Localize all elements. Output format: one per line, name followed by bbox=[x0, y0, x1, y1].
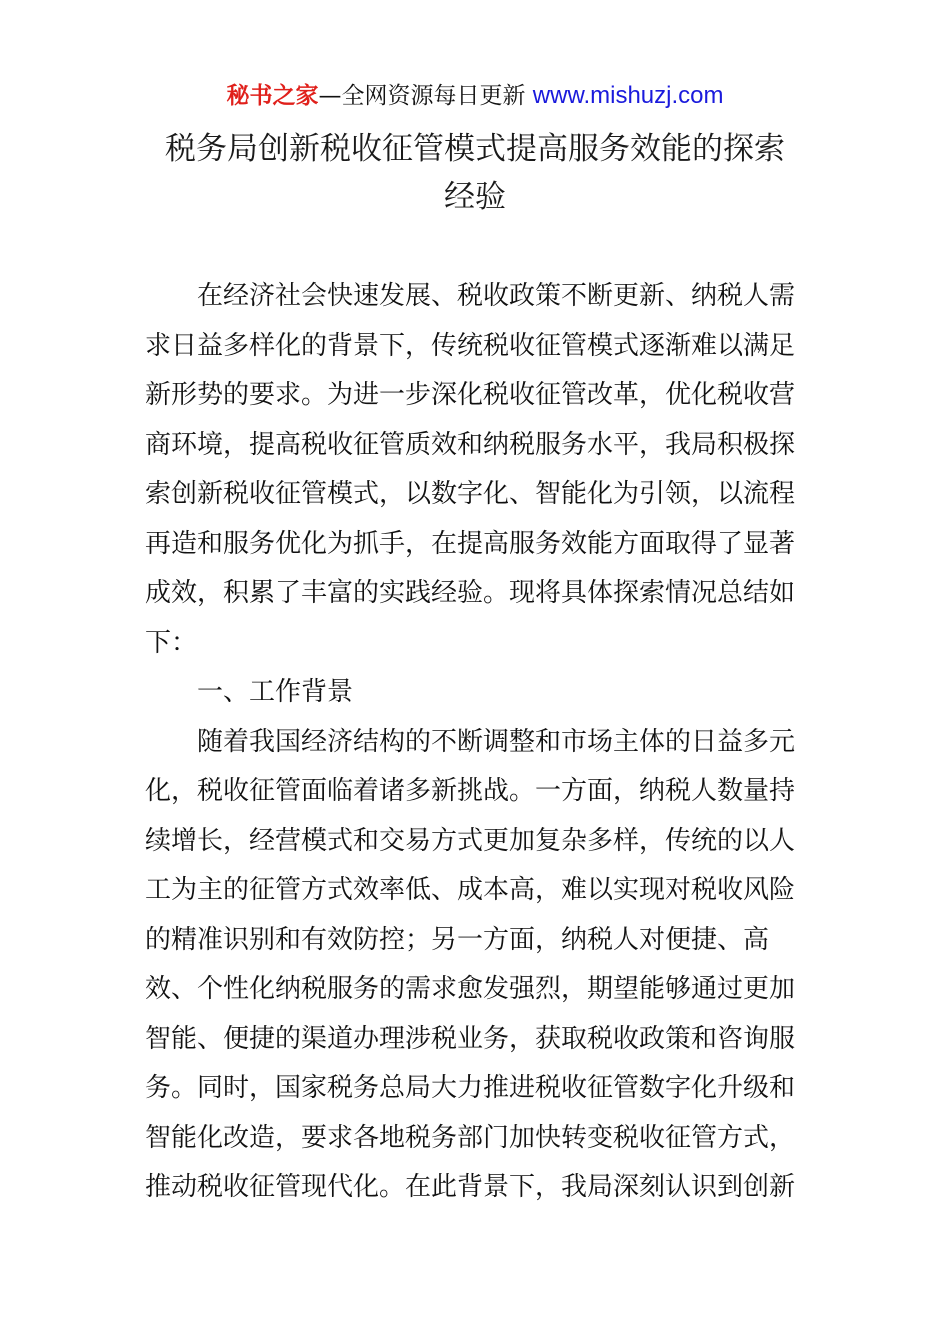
paragraph-line: 求日益多样化的背景下，传统税收征管模式逐渐难以满足 bbox=[145, 330, 796, 361]
title-line: 经验 bbox=[444, 179, 506, 215]
paragraph-line: 随着我国经济结构的不断调整和市场主体的日益多元 bbox=[197, 726, 796, 757]
section-heading: 一、工作背景 bbox=[197, 677, 354, 707]
site-url-link[interactable]: www.mishuzj.com bbox=[532, 82, 724, 109]
paragraph-line: 效、个性化纳税服务的需求愈发强烈，期望能够通过更加 bbox=[145, 974, 796, 1004]
document-body bbox=[145, 272, 795, 1213]
paragraph-line: 续增长，经营模式和交易方式更加复杂多样，传统的以人 bbox=[145, 825, 796, 856]
paragraph-line: 在经济社会快速发展、税收政策不断更新、纳税人需 bbox=[197, 281, 796, 311]
title-line: 税务局创新税收征管模式提高服务效能的探索 bbox=[165, 131, 785, 167]
document-title bbox=[140, 125, 810, 221]
paragraph-line: 的精准识别和有效防控；另一方面，纳税人对便捷、高 bbox=[145, 924, 770, 955]
paragraph-line: 索创新税收征管模式，以数字化、智能化为引领，以流程 bbox=[145, 479, 796, 509]
brand-name: 秘书之家 bbox=[226, 83, 319, 109]
paragraph-line: 下： bbox=[145, 627, 198, 658]
paragraph-line: 智能化改造，要求各地税务部门加快转变税收征管方式， bbox=[145, 1122, 796, 1153]
paragraph-line: 成效，积累了丰富的实践经验。现将具体探索情况总结如 bbox=[145, 578, 796, 608]
paragraph-line: 务。同时，国家税务总局大力推进税收征管数字化升级和 bbox=[145, 1073, 796, 1103]
paragraph-line: 化，税收征管面临着诸多新挑战。一方面，纳税人数量持 bbox=[145, 776, 796, 806]
paragraph-line: 工为主的征管方式效率低、成本高，难以实现对税收风险 bbox=[145, 875, 796, 905]
paragraph-line: 推动税收征管现代化。在此背景下，我局深刻认识到创新 bbox=[145, 1172, 796, 1202]
paragraph-line: 智能、便捷的渠道办理涉税业务，获取税收政策和咨询服 bbox=[145, 1023, 796, 1054]
header-tagline: —全网资源每日更新 bbox=[318, 83, 533, 109]
paragraph-line: 商环境，提高税收征管质效和纳税服务水平，我局积极探 bbox=[145, 429, 796, 460]
paragraph-line: 再造和服务优化为抓手，在提高服务效能方面取得了显著 bbox=[145, 528, 796, 559]
site-header bbox=[0, 80, 950, 112]
paragraph-line: 新形势的要求。为进一步深化税收征管改革，优化税收营 bbox=[145, 380, 796, 410]
